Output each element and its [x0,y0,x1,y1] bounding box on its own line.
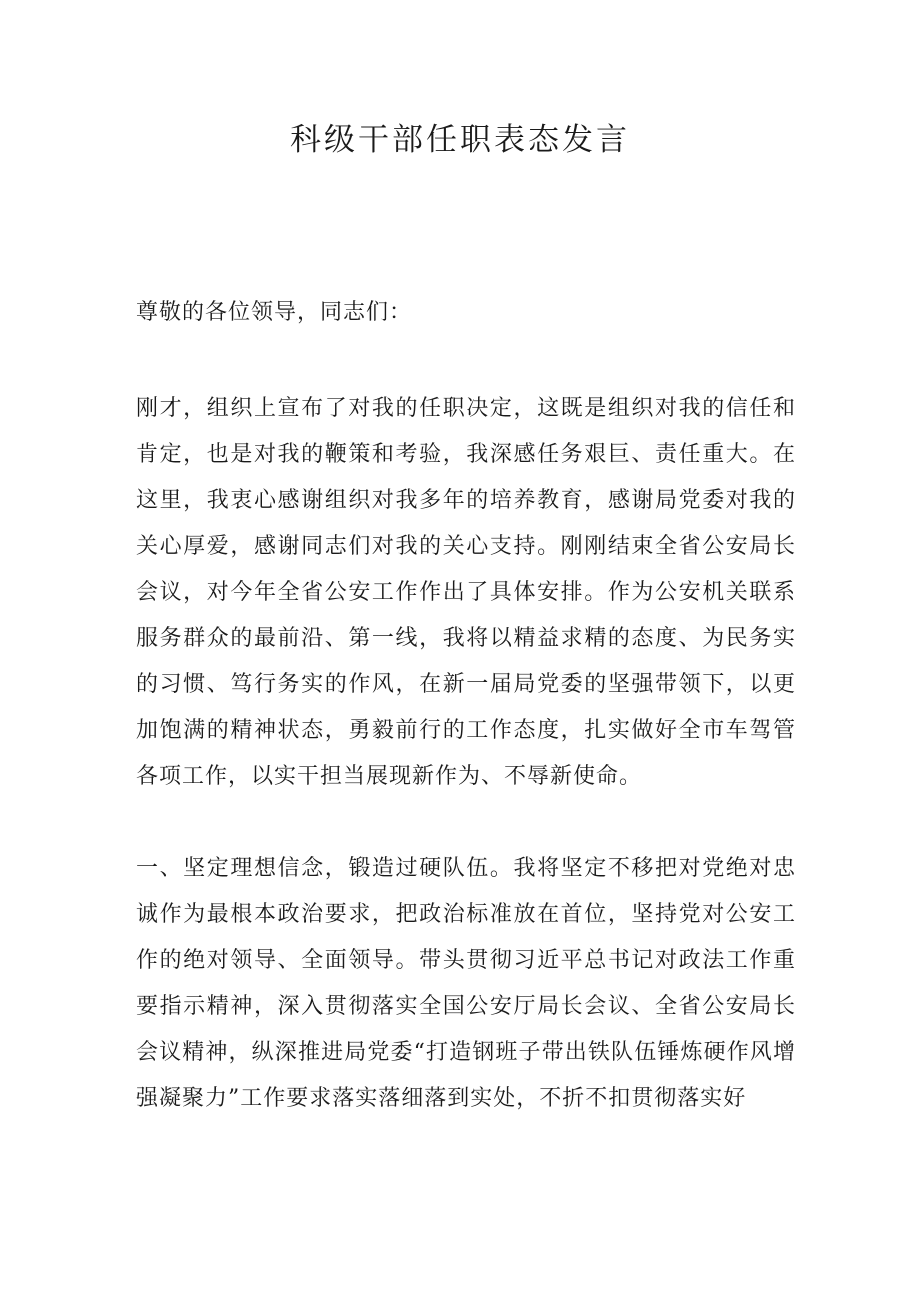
paragraph-section-one: 一、坚定理想信念，锻造过硬队伍。我将坚定不移把对党绝对忠诚作为最根本政治要求，把政治标准放在首位，坚持党对公安工作的绝对领导、全面领导。带头贯彻习近平总书记对政法工作重要指示精神，深入贯彻落实全国公安厅局长会议、全省公安局长会议精神，纵深推进局党委“打造钢班子带出铁队伍锤炼硬作风增强凝聚力”工作要求落实落细落到实处，不折不扣贯彻落实好 [136,856,796,1111]
page-title: 科级干部任职表态发言 [290,122,630,158]
paragraph-spacer [136,800,796,846]
paragraph-intro: 刚才，组织上宣布了对我的任职决定，这既是组织对我的信任和肯定，也是对我的鞭策和考验，我深感任务艰巨、责任重大。在这里，我衷心感谢组织对我多年的培养教育，感谢局党委对我的关心厚爱，感谢同志们对我的关心支持。刚刚结束全省公安局长会议，对今年全省公安工作作出了具体安排。作为公安机关联系服务群众的最前沿、第一线，我将以精益求精的态度、为民务实的习惯、笃行务实的作风，在新一届局党委的坚强带领下，以更加饱满的精神状态，勇毅前行的工作态度，扎实做好全市车驾管各项工作，以实干担当展现新作为、不辱新使命。 [136,396,796,789]
salutation: 尊敬的各位领导，同志们： [136,300,413,325]
document-body [136,290,796,1122]
paragraph-spacer [136,336,796,386]
